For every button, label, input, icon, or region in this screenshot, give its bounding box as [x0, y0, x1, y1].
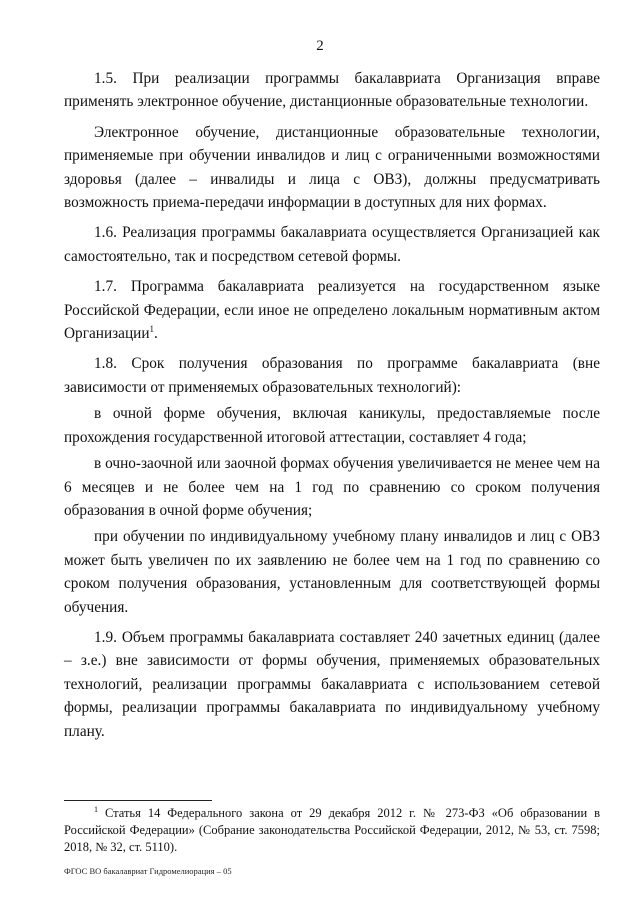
footnote-text: Статья 14 Федерального закона от 29 декабря 2012 г. № 273-ФЗ «Об образовании в Российской Федерации» (Собрание законодательства Российской Федерации, 2012, № 53, ст. 7598; 2018, № 32, ст. 5110).: [64, 806, 600, 854]
paragraph-1-6: 1.6. Реализация программы бакалавриата осуществляется Организацией как самостоятельно, так и посредством сетевой формы.: [64, 224, 600, 265]
paragraph-1-7: 1.7. Программа бакалавриата реализуется на государственном языке Российской Федерации, если иное не определено локальным нормативным актом Организации$^1$.: [64, 278, 600, 343]
page-number: 2: [316, 38, 324, 54]
paragraph-part-time: в очно-заочной или заочной формах обучения увеличивается не менее чем на 6 месяцев и не более чем на 1 год по сравнению со сроком получения образования в очной форме обучения;: [64, 455, 600, 519]
paragraph-individual-plan: при обучении по индивидуальному учебному плану инвалидов и лиц с ОВЗ может быть увеличен по их заявлению не более чем на 1 год по сравнению со сроком получения образования, установленным для соответствующей формы обучения.: [64, 528, 600, 616]
paragraph-distance-learning: Электронное обучение, дистанционные образовательные технологии, применяемые при обучении инвалидов и лиц с ограниченными возможностями здоровья (далее – инвалиды и лица с ОВЗ), должны предусматривать возможность приема-передачи информации в доступных для них формах.: [64, 123, 600, 212]
document-footer: ФГОС ВО бакалавриат Гидромелиорация – 05: [64, 866, 232, 876]
footnote: [64, 805, 600, 856]
footnote-reference[interactable]: 1: [149, 324, 155, 335]
document-body: [64, 67, 600, 750]
paragraph-1-5: 1.5. При реализации программы бакалавриата Организация вправе применять электронное обучение, дистанционные образовательные технологии.: [64, 70, 600, 111]
paragraph-1-9: 1.9. Объем программы бакалавриата составляет 240 зачетных единиц (далее – з.е.) вне зависимости от формы обучения, применяемых образовательных технологий, реализации программы бакалавриата с использованием сетевой формы, реализации программы бакалавриата по индивидуальному учебному плану.: [64, 628, 600, 740]
paragraph-1-8: 1.8. Срок получения образования по программе бакалавриата (вне зависимости от применяемых образовательных технологий):: [64, 355, 600, 396]
paragraph-1-7-text: 1.7. Программа бакалавриата реализуется на государственном языке Российской Федерации, если иное не определено локальным нормативным актом Организации: [64, 278, 600, 343]
footnote-marker: 1: [94, 805, 98, 814]
paragraph-full-time: в очной форме обучения, включая каникулы, предоставляемые после прохождения государственной итоговой аттестации, составляет 4 года;: [64, 405, 600, 446]
footnote-divider: [64, 800, 212, 801]
